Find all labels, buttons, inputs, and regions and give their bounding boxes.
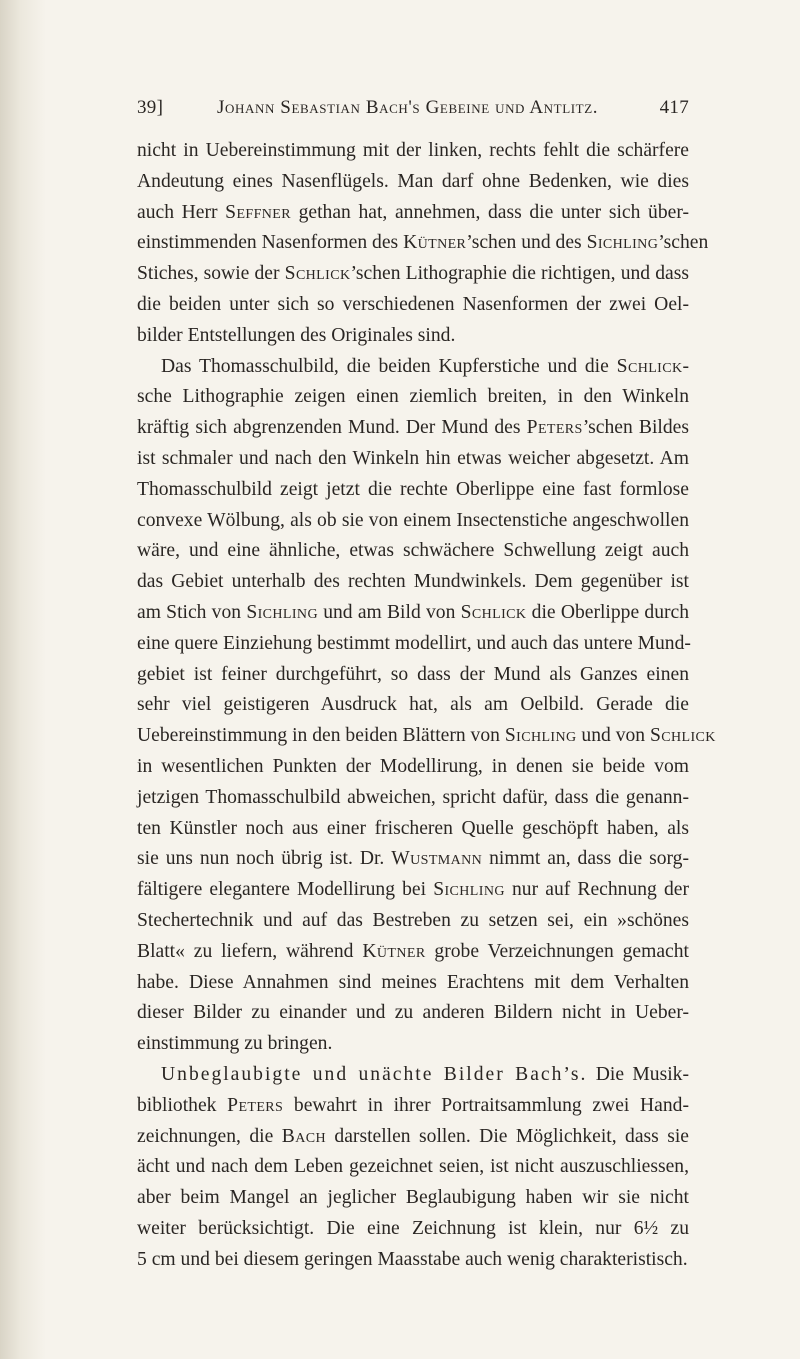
text-line	[137, 814, 689, 845]
text-line	[137, 752, 689, 783]
text-run: gebiet ist feiner durchgeführt, so dass der Mund als Ganzes einen	[137, 663, 689, 685]
text-line	[137, 721, 716, 752]
page-gutter-shadow	[0, 0, 46, 1359]
text-line	[137, 1245, 689, 1276]
text-line	[137, 352, 689, 383]
person-name: Peters	[526, 417, 583, 439]
text-run: dieser Bilder zu einander und zu anderen Bildern nicht in Ueber-	[137, 1002, 689, 1024]
text-run: ist schmaler und nach den Winkeln hin etwas weicher abgesetzt. Am	[137, 447, 689, 469]
person-name: Kütner	[403, 232, 467, 254]
text-run: ’schen Bildes	[582, 417, 689, 439]
text-run: Uebereinstimmung in den beiden Blättern von	[137, 725, 505, 747]
text-line	[137, 413, 689, 444]
person-name: Sichling	[246, 601, 318, 623]
text-line	[137, 536, 689, 567]
text-run: ’schen und des	[466, 232, 587, 254]
text-run: einstimmenden Nasenformen des	[137, 232, 404, 254]
text-run: Die Musik-	[587, 1063, 689, 1085]
text-line	[137, 660, 689, 691]
text-run: eine quere Einziehung bestimmt modellirt, und auch das untere Mund-	[137, 632, 691, 654]
text-line	[137, 321, 689, 352]
text-line	[137, 382, 689, 413]
text-line	[137, 844, 689, 875]
text-run: sehr viel geistigeren Ausdruck hat, als am Oelbild. Gerade die	[137, 694, 689, 716]
text-run: bibliothek	[137, 1094, 228, 1116]
text-line	[137, 167, 689, 198]
text-line	[137, 598, 689, 629]
text-run: 5 cm und bei diesem geringen Maasstabe auch wenig charakteristisch.	[137, 1248, 688, 1270]
text-line	[137, 629, 689, 660]
text-line	[137, 998, 689, 1029]
text-line	[137, 290, 689, 321]
page-header	[137, 97, 689, 123]
person-name: Schlick	[616, 355, 683, 377]
text-run: Stechertechnik und auf das Bestreben zu setzen sei, ein »schönes	[137, 909, 689, 931]
text-line	[137, 228, 709, 259]
text-run: sche Lithographie zeigen einen ziemlich breiten, in den Winkeln	[137, 386, 689, 408]
text-line	[137, 1029, 689, 1060]
text-line	[137, 1214, 689, 1245]
text-run: bilder Entstellungen des Originales sind.	[137, 324, 456, 346]
text-line	[137, 690, 689, 721]
person-name: Schlick	[284, 263, 351, 285]
text-run: und am Bild von	[317, 601, 461, 623]
text-line	[137, 506, 689, 537]
text-run: einstimmung zu bringen.	[137, 1033, 333, 1055]
text-line	[137, 567, 689, 598]
text-run: nimmt an, dass die sorg-	[482, 848, 690, 870]
text-run: und von	[576, 725, 650, 747]
text-run: auch Herr	[137, 201, 226, 223]
person-name: Sichling	[504, 725, 577, 747]
text-run: Thomasschulbild zeigt jetzt die rechte Oberlippe eine fast formlose	[137, 478, 689, 500]
text-line	[137, 475, 689, 506]
text-line	[137, 198, 689, 229]
person-name: Sichling	[433, 879, 505, 901]
text-run: die beiden unter sich so verschiedenen Nasenformen der zwei Oel-	[137, 293, 689, 315]
text-line	[137, 1122, 689, 1153]
text-run: sie uns nun noch übrig ist. Dr.	[137, 848, 392, 870]
text-run: aber beim Mangel an jeglicher Beglaubigung haben wir sie nicht	[137, 1187, 689, 1209]
person-name: Schlick	[649, 725, 716, 747]
text-line	[137, 1091, 689, 1122]
text-run: zeichnungen, die	[137, 1125, 282, 1147]
text-run: Stiches, sowie der	[137, 263, 285, 285]
text-run: gethan hat, annehmen, dass die unter sich über-	[290, 201, 689, 223]
text-run: Blatt« zu liefern, während	[137, 940, 363, 962]
text-run: kräftig sich abgrenzenden Mund. Der Mund des	[137, 417, 527, 439]
text-run: bewahrt in ihrer Portraitsammlung zwei Hand-	[283, 1094, 689, 1116]
person-name: Sichling	[586, 232, 659, 254]
body-text	[137, 136, 716, 1275]
text-run: jetzigen Thomasschulbild abweichen, spricht dafür, dass die genann-	[137, 786, 689, 808]
text-line	[137, 136, 689, 167]
text-line	[137, 968, 689, 999]
text-line	[137, 1152, 689, 1183]
text-line	[137, 906, 689, 937]
text-run: ’schen	[658, 232, 709, 254]
person-name: Peters	[227, 1094, 284, 1116]
text-line	[137, 1060, 689, 1091]
text-run: weiter berücksichtigt. Die eine Zeichnung ist klein, nur 6½ zu	[137, 1217, 689, 1239]
text-line	[137, 1183, 689, 1214]
text-run: nur auf Rechnung der	[504, 879, 690, 901]
running-title: Johann Sebastian Bach's Gebeine und Antlitz.	[217, 97, 599, 118]
text-run: grobe Verzeichnungen gemacht	[425, 940, 689, 962]
text-run: in wesentlichen Punkten der Modellirung, in denen sie beide vom	[137, 755, 689, 777]
text-run: darstellen sollen. Die Möglichkeit, dass sie	[325, 1125, 689, 1147]
right-page-number: 417	[659, 97, 689, 118]
text-run: die Oberlippe durch	[526, 601, 690, 623]
person-name: Bach	[281, 1125, 326, 1147]
text-line	[137, 937, 689, 968]
text-line	[137, 259, 689, 290]
person-name: Kütner	[362, 940, 426, 962]
text-run: convexe Wölbung, als ob sie von einem Insectenstiche angeschwollen	[137, 509, 689, 531]
person-name: Seffner	[225, 201, 291, 223]
text-run: am Stich von	[137, 601, 247, 623]
text-run: nicht in Uebereinstimmung mit der linken, rechts fehlt die schärfere	[137, 140, 689, 161]
text-run: Andeutung eines Nasenflügels. Man darf ohne Bedenken, wie dies	[137, 170, 689, 192]
text-run: ten Künstler noch aus einer frischeren Quelle geschöpft haben, als	[137, 817, 689, 839]
text-run: das Gebiet unterhalb des rechten Mundwinkels. Dem gegenüber ist	[137, 571, 689, 593]
text-run: -	[682, 355, 689, 377]
text-run: habe. Diese Annahmen sind meines Erachtens mit dem Verhalten	[137, 971, 689, 993]
left-page-number: 39]	[137, 97, 164, 118]
text-run: Das Thomasschulbild, die beiden Kupferstiche und die	[161, 355, 617, 377]
text-line	[137, 783, 689, 814]
text-line	[137, 875, 689, 906]
text-line	[137, 444, 689, 475]
person-name: Wustmann	[391, 848, 483, 870]
person-name: Schlick	[460, 601, 527, 623]
text-run: ’schen Lithographie die richtigen, und dass	[350, 263, 689, 285]
section-heading: Unbeglaubigte und unächte Bilder Bach’s.	[161, 1063, 588, 1085]
text-run: wäre, und eine ähnliche, etwas schwächere Schwellung zeigt auch	[137, 540, 689, 562]
text-run: fältigere elegantere Modellirung bei	[137, 879, 434, 901]
text-run: ächt und nach dem Leben gezeichnet seien, ist nicht auszuschliessen,	[137, 1156, 689, 1178]
